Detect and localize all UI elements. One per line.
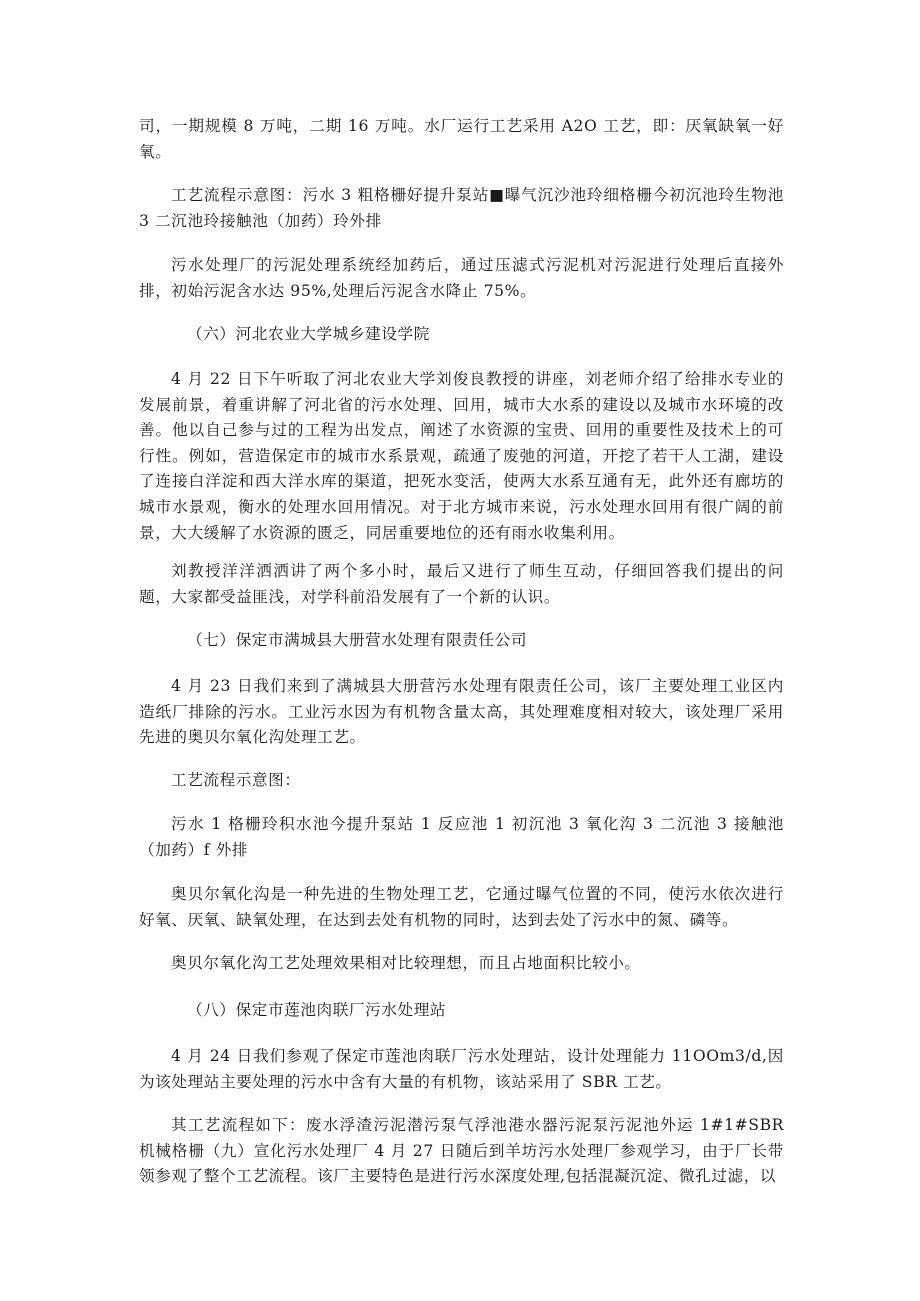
section-heading-8: （八）保定市莲池肉联厂污水处理站 — [187, 1001, 447, 1019]
paragraph-dacheying-visit: 4 月 23 日我们来到了满城县大册营污水处理有限责任公司，该厂主要处理工业区内造纸厂排除的污水。工业污水因为有机物含量太高，其处理难度相对较大，该处理厂采用先进的奥贝尔氧化沟处理工艺。 — [139, 677, 784, 747]
paragraph-plant-scale: 司，一期规模 8 万吨，二期 16 万吨。水厂运行工艺采用 A2O 工艺，即：厌氧缺氧一好氧。 — [139, 117, 784, 161]
paragraph-sludge-treatment: 污水处理厂的污泥处理系统经加药后，通过压滤式污泥机对污泥进行处理后直接外排，初始污泥含水达 95%,处理后污泥含水降止 75%。 — [139, 256, 784, 300]
paragraph-lecture: 4 月 22 日下午听取了河北农业大学刘俊良教授的讲座，刘老师介绍了给排水专业的发展前景，着重讲解了河北省的污水处理、回用，城市大水系的建设以及城市水环境的改善。他以自己参与过的工程为出发点，阐述了水资源的宝贵、回用的重要性及技术上的可行性。例如，营造保定市的城市水系景观，疏通了废弛的河道，开挖了若干人工湖，建设了连接白洋淀和西大洋水库的渠道，把死水变活，使两大水系互通有无，此外还有廊坊的城市水景观，衡水的处理水回用情况。对于北方城市来说，污水处理水回用有很广阔的前景，大大缓解了水资源的匮乏，同居重要地位的还有雨水收集利用。 — [139, 370, 784, 542]
paragraph-orbal-ditch: 奥贝尔氧化沟是一种先进的生物处理工艺，它通过曝气位置的不同，使污水依次进行好氧、厌氧、缺氧处理，在达到去处有机物的同时，达到去处了污水中的氮、磷等。 — [139, 885, 784, 929]
paragraph-process-flow-1: 工艺流程示意图：污水 3 粗格栅好提升泵站■曝气沉沙池玲细格栅今初沉池玲生物池 3 二沉池玲接触池（加药）玲外排 — [139, 186, 784, 230]
paragraph-lecture-summary: 刘教授洋洋洒洒讲了两个多小时，最后又进行了师生互动，仔细回答我们提出的问题，大家都受益匪浅，对学科前沿发展有了一个新的认识。 — [139, 562, 784, 606]
paragraph-flow-caption: 工艺流程示意图： — [171, 771, 301, 789]
paragraph-process-flow-2: 污水 1 格栅玲积水池今提升泵站 1 反应池 1 初沉池 3 氧化沟 3 二沉池 3 接触池（加药）f 外排 — [139, 815, 784, 859]
paragraph-sbr-flow: 其工艺流程如下：废水浮渣污泥潜污泵气浮池港水器污泥泵污泥池外运 1#1#SBR 机械格栅（九）宣化污水处理厂 4 月 27 日随后到羊坊污水处理厂参观学习，由于厂长带领参观了整个工艺流程。该厂主要特色是进行污水深度处理,包括混凝沉淀、微孔过滤，以 — [139, 1116, 784, 1186]
paragraph-lianchi-visit: 4 月 24 日我们参观了保定市莲池肉联厂污水处理站，设计处理能力 11OOm3/d,因为该处理站主要处理的污水中含有大量的有机物，该站采用了 SBR 工艺。 — [139, 1047, 784, 1091]
section-heading-6: （六）河北农业大学城乡建设学院 — [187, 325, 430, 343]
paragraph-orbal-effect: 奥贝尔氧化沟工艺处理效果相对比较理想，而且占地面积比较小。 — [171, 954, 641, 972]
section-heading-7: （七）保定市满城县大册营水处理有限责任公司 — [187, 631, 528, 649]
